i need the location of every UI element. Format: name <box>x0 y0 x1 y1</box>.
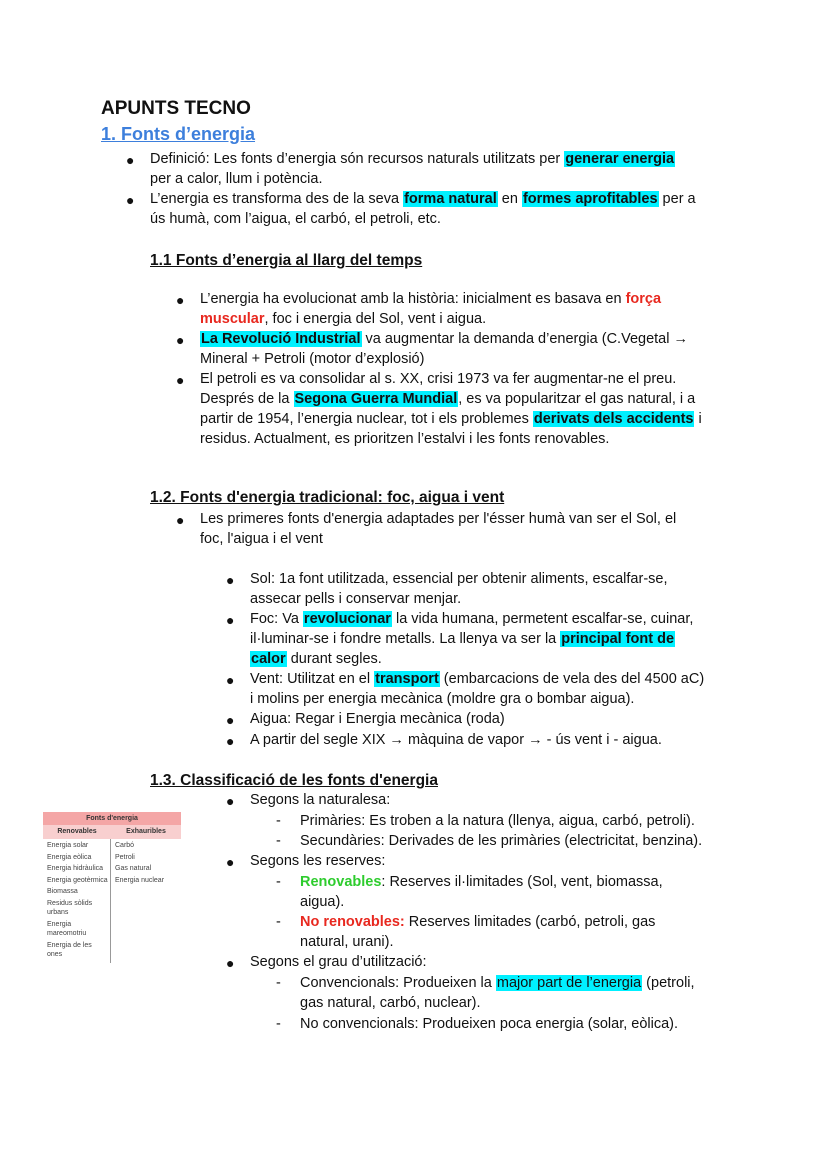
bullet-dot: ● <box>226 672 235 688</box>
text: Després de la <box>200 391 294 407</box>
table-column-renovables <box>43 839 111 963</box>
text: i <box>694 411 702 427</box>
foc-line-2 <box>250 629 675 649</box>
text: per a <box>658 191 696 207</box>
secundaries-line: Secundàries: Derivades de les primàries (electricitat, benzina). <box>300 833 703 849</box>
section-heading-1: 1. Fonts d’energia <box>101 124 256 144</box>
transform-line-1 <box>150 189 696 209</box>
dash: - <box>276 1016 281 1032</box>
norenovables-line-1 <box>300 912 655 932</box>
petroli-line-3 <box>200 409 702 429</box>
text: il·luminar-se i fondre metalls. La llenya va ser la <box>250 631 561 647</box>
text: : Reserves il·limitades (Sol, vent, biomassa, <box>381 874 663 890</box>
red-text: força <box>625 291 662 307</box>
highlight: transport <box>375 671 439 687</box>
highlight: derivats dels accidents <box>533 411 694 427</box>
text: Reserves limitades (carbó, petroli, gas <box>404 914 656 930</box>
energy-sources-table <box>43 812 181 963</box>
revolution-line-2: Mineral + Petroli (motor d’explosió) <box>200 351 425 367</box>
text: Foc: Va <box>250 611 303 627</box>
bullet-dot: ● <box>226 572 235 588</box>
definition-line-1 <box>150 149 675 169</box>
text: Convencionals: Produeixen la <box>300 975 496 991</box>
intro-line-1: Les primeres fonts d'energia adaptades per l'ésser humà van ser el Sol, el <box>200 511 677 527</box>
bullet-dot: ● <box>226 712 235 728</box>
table-cell: Energia geotèrmica <box>47 876 108 884</box>
petroli-line-4: residus. Actualment, es prioritzen l’estalvi i les fonts renovables. <box>200 431 610 447</box>
green-text: Renovables <box>300 874 382 890</box>
text: la vida humana, permetent escalfar-se, cuinar, <box>391 611 694 627</box>
table-cell: Energia eòlica <box>47 853 92 861</box>
bullet-dot: ● <box>176 512 185 528</box>
highlight: principal font de <box>561 631 675 647</box>
table-cell: Biomassa <box>47 888 78 895</box>
bullet-dot: ● <box>226 854 235 870</box>
table-cell: Energia hidràulica <box>47 865 104 872</box>
table-cell: Carbó <box>115 842 135 849</box>
bullet-dot: ● <box>226 793 235 809</box>
text: L’energia es transforma des de la seva <box>150 191 404 207</box>
table-cell: Energia de les ones <box>47 941 92 958</box>
transform-line-2: ús humà, com l’aigua, el carbó, el petroli, etc. <box>150 211 441 227</box>
bullet-dot: ● <box>226 955 235 971</box>
segle-line: A partir del segle XIX → màquina de vapor → - ús vent i - aigua. <box>250 732 662 748</box>
text: partir de 1954, l’energia nuclear, tot i els problemes <box>200 411 533 427</box>
aigua-line: Aigua: Regar i Energia mecànica (roda) <box>250 711 505 727</box>
bullet-dot: ● <box>226 733 235 749</box>
renovables-line-2: aigua). <box>300 894 345 910</box>
table-header-row <box>43 825 181 839</box>
text: , es va popularitzar el gas natural, i a <box>458 391 696 407</box>
definition-line-2: per a calor, llum i potència. <box>150 171 323 187</box>
highlight: major part de l’energia <box>496 975 642 991</box>
petroli-line-1: El petroli es va consolidar al s. XX, crisi 1973 va fer augmentar-ne el preu. <box>200 371 677 387</box>
highlight: formes aprofitables <box>522 191 658 207</box>
dash: - <box>276 914 281 930</box>
reserves-line: Segons les reserves: <box>250 853 386 869</box>
table-header-exhauribles: Exhauribles <box>126 828 166 835</box>
page-title: APUNTS TECNO <box>101 98 251 119</box>
history-line-2 <box>200 309 486 329</box>
text: va augmentar la demanda d’energia (C.Vegetal → <box>361 331 688 347</box>
sol-line-1: Sol: 1a font utilitzada, essencial per obtenir aliments, escalfar-se, <box>250 571 668 587</box>
renovables-line-1 <box>300 872 663 892</box>
revolution-line-1 <box>200 329 688 349</box>
bullet-dot: ● <box>226 612 235 628</box>
foc-line-3 <box>250 649 382 669</box>
bullet-dot: ● <box>176 292 185 308</box>
dash: - <box>276 874 281 890</box>
section-heading-1-1: 1.1 Fonts d’energia al llarg del temps <box>150 252 423 269</box>
dash: - <box>276 833 281 849</box>
text: Definició: Les fonts d’energia són recursos naturals utilitzats per <box>150 151 565 167</box>
dash: - <box>276 975 281 991</box>
vent-line-2: i molins per energia mecànica (moldre gra o bombar aigua). <box>250 691 635 707</box>
vent-line-1 <box>250 669 704 689</box>
table-cell: Energia mareomotriu <box>47 920 87 937</box>
table-cell: Residus sòlids urbans <box>47 899 93 916</box>
highlight: forma natural <box>404 191 497 207</box>
noconvencionals-line: No convencionals: Produeixen poca energia (solar, eòlica). <box>300 1016 679 1032</box>
convencionals-line-1 <box>300 973 695 993</box>
table-cell: Petroli <box>115 853 135 861</box>
section-heading-1-3: 1.3. Classificació de les fonts d'energia <box>150 772 438 789</box>
bullet-dot: ● <box>126 192 135 208</box>
bullet-dot: ● <box>176 332 185 348</box>
text: L’energia ha evolucionat amb la història: inicialment es basava en <box>200 291 626 307</box>
grau-line: Segons el grau d’utilització: <box>250 954 427 970</box>
petroli-line-2 <box>200 389 695 409</box>
history-line-1 <box>200 289 661 309</box>
text: en <box>497 191 522 207</box>
table-title: Fonts d'energia <box>43 812 181 825</box>
sol-line-2: assecar pells i conservar menjar. <box>250 591 462 607</box>
table-column-exhauribles <box>111 839 181 963</box>
table-header-renovables: Renovables <box>57 828 97 835</box>
table-cell: Energia solar <box>47 842 89 849</box>
intro-line-2: foc, l'aigua i el vent <box>200 531 323 547</box>
primaries-line: Primàries: Es troben a la natura (llenya, aigua, carbó, petroli). <box>300 813 695 829</box>
text: (petroli, <box>642 975 695 991</box>
highlight: La Revolució Industrial <box>201 331 361 347</box>
table-cell: Energia nuclear <box>115 876 165 884</box>
table-cell: Gas natural <box>115 865 152 872</box>
highlight: generar energia <box>565 151 675 167</box>
text: Vent: Utilitzat en el <box>250 671 375 687</box>
text: durant segles. <box>286 651 382 667</box>
convencionals-line-2: gas natural, carbó, nuclear). <box>300 995 481 1011</box>
section-heading-1-2: 1.2. Fonts d'energia tradicional: foc, aigua i vent <box>150 489 505 506</box>
red-text: No renovables: <box>300 914 405 930</box>
highlight: Segona Guerra Mundial <box>294 391 458 407</box>
naturalesa-line: Segons la naturalesa: <box>250 792 391 808</box>
norenovables-line-2: natural, urani). <box>300 934 394 950</box>
bullet-dot: ● <box>126 152 135 168</box>
text: , foc i energia del Sol, vent i aigua. <box>264 311 487 327</box>
highlight: revolucionar <box>303 611 391 627</box>
dash: - <box>276 813 281 829</box>
table-body <box>43 839 181 963</box>
red-text: muscular <box>200 311 265 327</box>
text: (embarcacions de vela des del 4500 aC) <box>439 671 705 687</box>
bullet-dot: ● <box>176 372 185 388</box>
highlight: calor <box>251 651 286 667</box>
foc-line-1 <box>250 609 693 629</box>
